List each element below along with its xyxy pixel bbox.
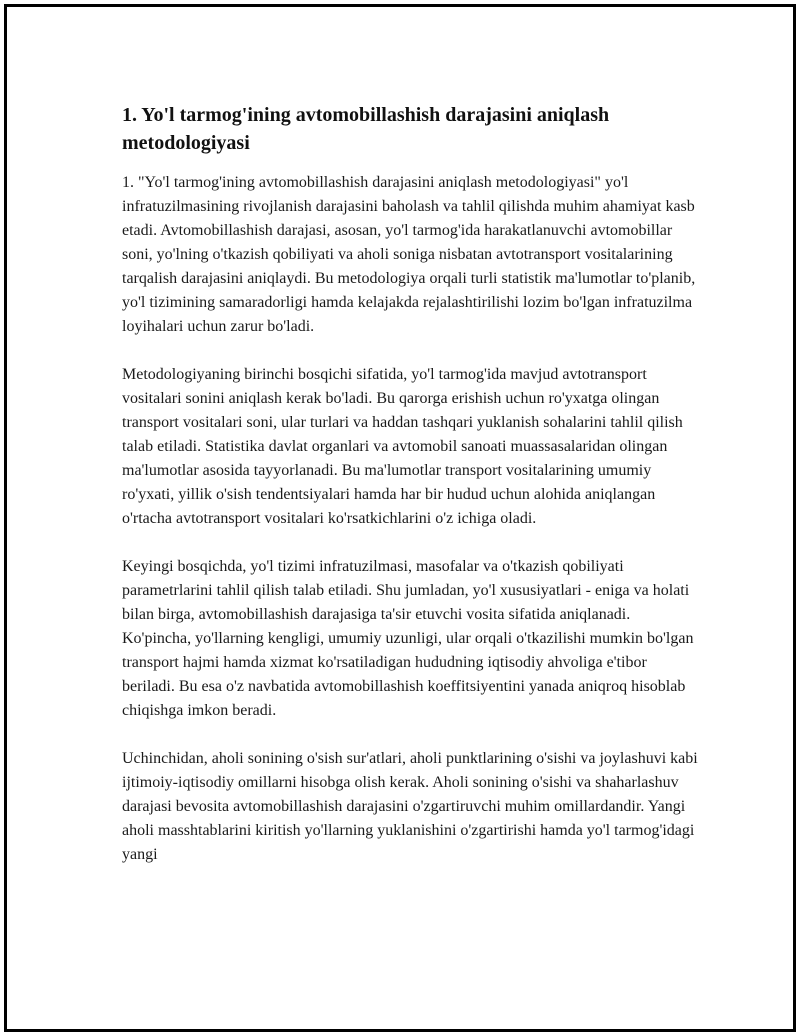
section-heading: 1. Yo'l tarmog'ining avtomobillashish darajasini aniqlash metodologiyasi bbox=[122, 104, 610, 154]
page-frame bbox=[4, 4, 796, 1032]
paragraph-1: 1. "Yo'l tarmog'ining avtomobillashish darajasini aniqlash metodologiyasi" yo'l infratuzilmasining rivojlanish darajasini baholash va tahlil qilishda muhim ahamiyat kasb etadi. Avtomobillashish darajasi, asosan, yo'l tarmog'ida harakatlanuvchi avtomobillar soni, yo'lning o'tkazish qobiliyati va aholi soniga nisbatan avtotransport vositalarining tarqalish darajasini aniqlaydi. Bu metodologiya orqali turli statistik ma'lumotlar to'planib, yo'l tizimining samaradorligi hamda kelajakda rejalashtirilishi lozim bo'lgan infratuzilma loyihalari uchun zarur bo'ladi. bbox=[122, 174, 696, 335]
paragraph-3: Keyingi bosqichda, yo'l tizimi infratuzilmasi, masofalar va o'tkazish qobiliyati parametrlarini tahlil qilish talab etiladi. Shu jumladan, yo'l xususiyatlari - eniga va holati bilan birga, avtomobillashish darajasiga ta'sir etuvchi vosita sifatida aniqlanadi. Ko'pincha, yo'llarning kengligi, umumiy uzunligi, ular orqali o'tkazilishi mumkin bo'lgan transport hajmi hamda xizmat ko'rsatiladigan hududning iqtisodiy ahvoliga e'tibor beriladi. Bu esa o'z navbatida avtomobillashish koeffitsiyentini yanada aniqroq hisoblab chiqishga imkon beradi. bbox=[122, 558, 694, 719]
document-body bbox=[122, 101, 702, 891]
paragraph-4: Uchinchidan, aholi sonining o'sish sur'atlari, aholi punktlarining o'sishi va joylashuvi kabi ijtimoiy-iqtisodiy omillarni hisobga olish kerak. Aholi sonining o'sishi va shaharlashuv darajasi bevosita avtomobillashish darajasini o'zgartiruvchi muhim omillardandir. Yangi aholi masshtablarini kiritish yo'llarning yuklanishini o'zgartirishi hamda yo'l tarmog'idagi yangi bbox=[122, 750, 698, 863]
paragraph-2: Metodologiyaning birinchi bosqichi sifatida, yo'l tarmog'ida mavjud avtotransport vositalari sonini aniqlash kerak bo'ladi. Bu qarorga erishish uchun ro'yxatga olingan transport vositalari soni, ular turlari va haddan tashqari yuklanish sohalarini tahlil qilish talab etiladi. Statistika davlat organlari va avtomobil sanoati muassasalaridan olingan ma'lumotlar asosida tayyorlanadi. Bu ma'lumotlar transport vositalarining umumiy ro'yxati, yillik o'sish tendentsiyalari hamda har bir hudud uchun alohida aniqlangan o'rtacha avtotransport vositalari ko'rsatkichlarini o'z ichiga oladi. bbox=[122, 366, 683, 527]
